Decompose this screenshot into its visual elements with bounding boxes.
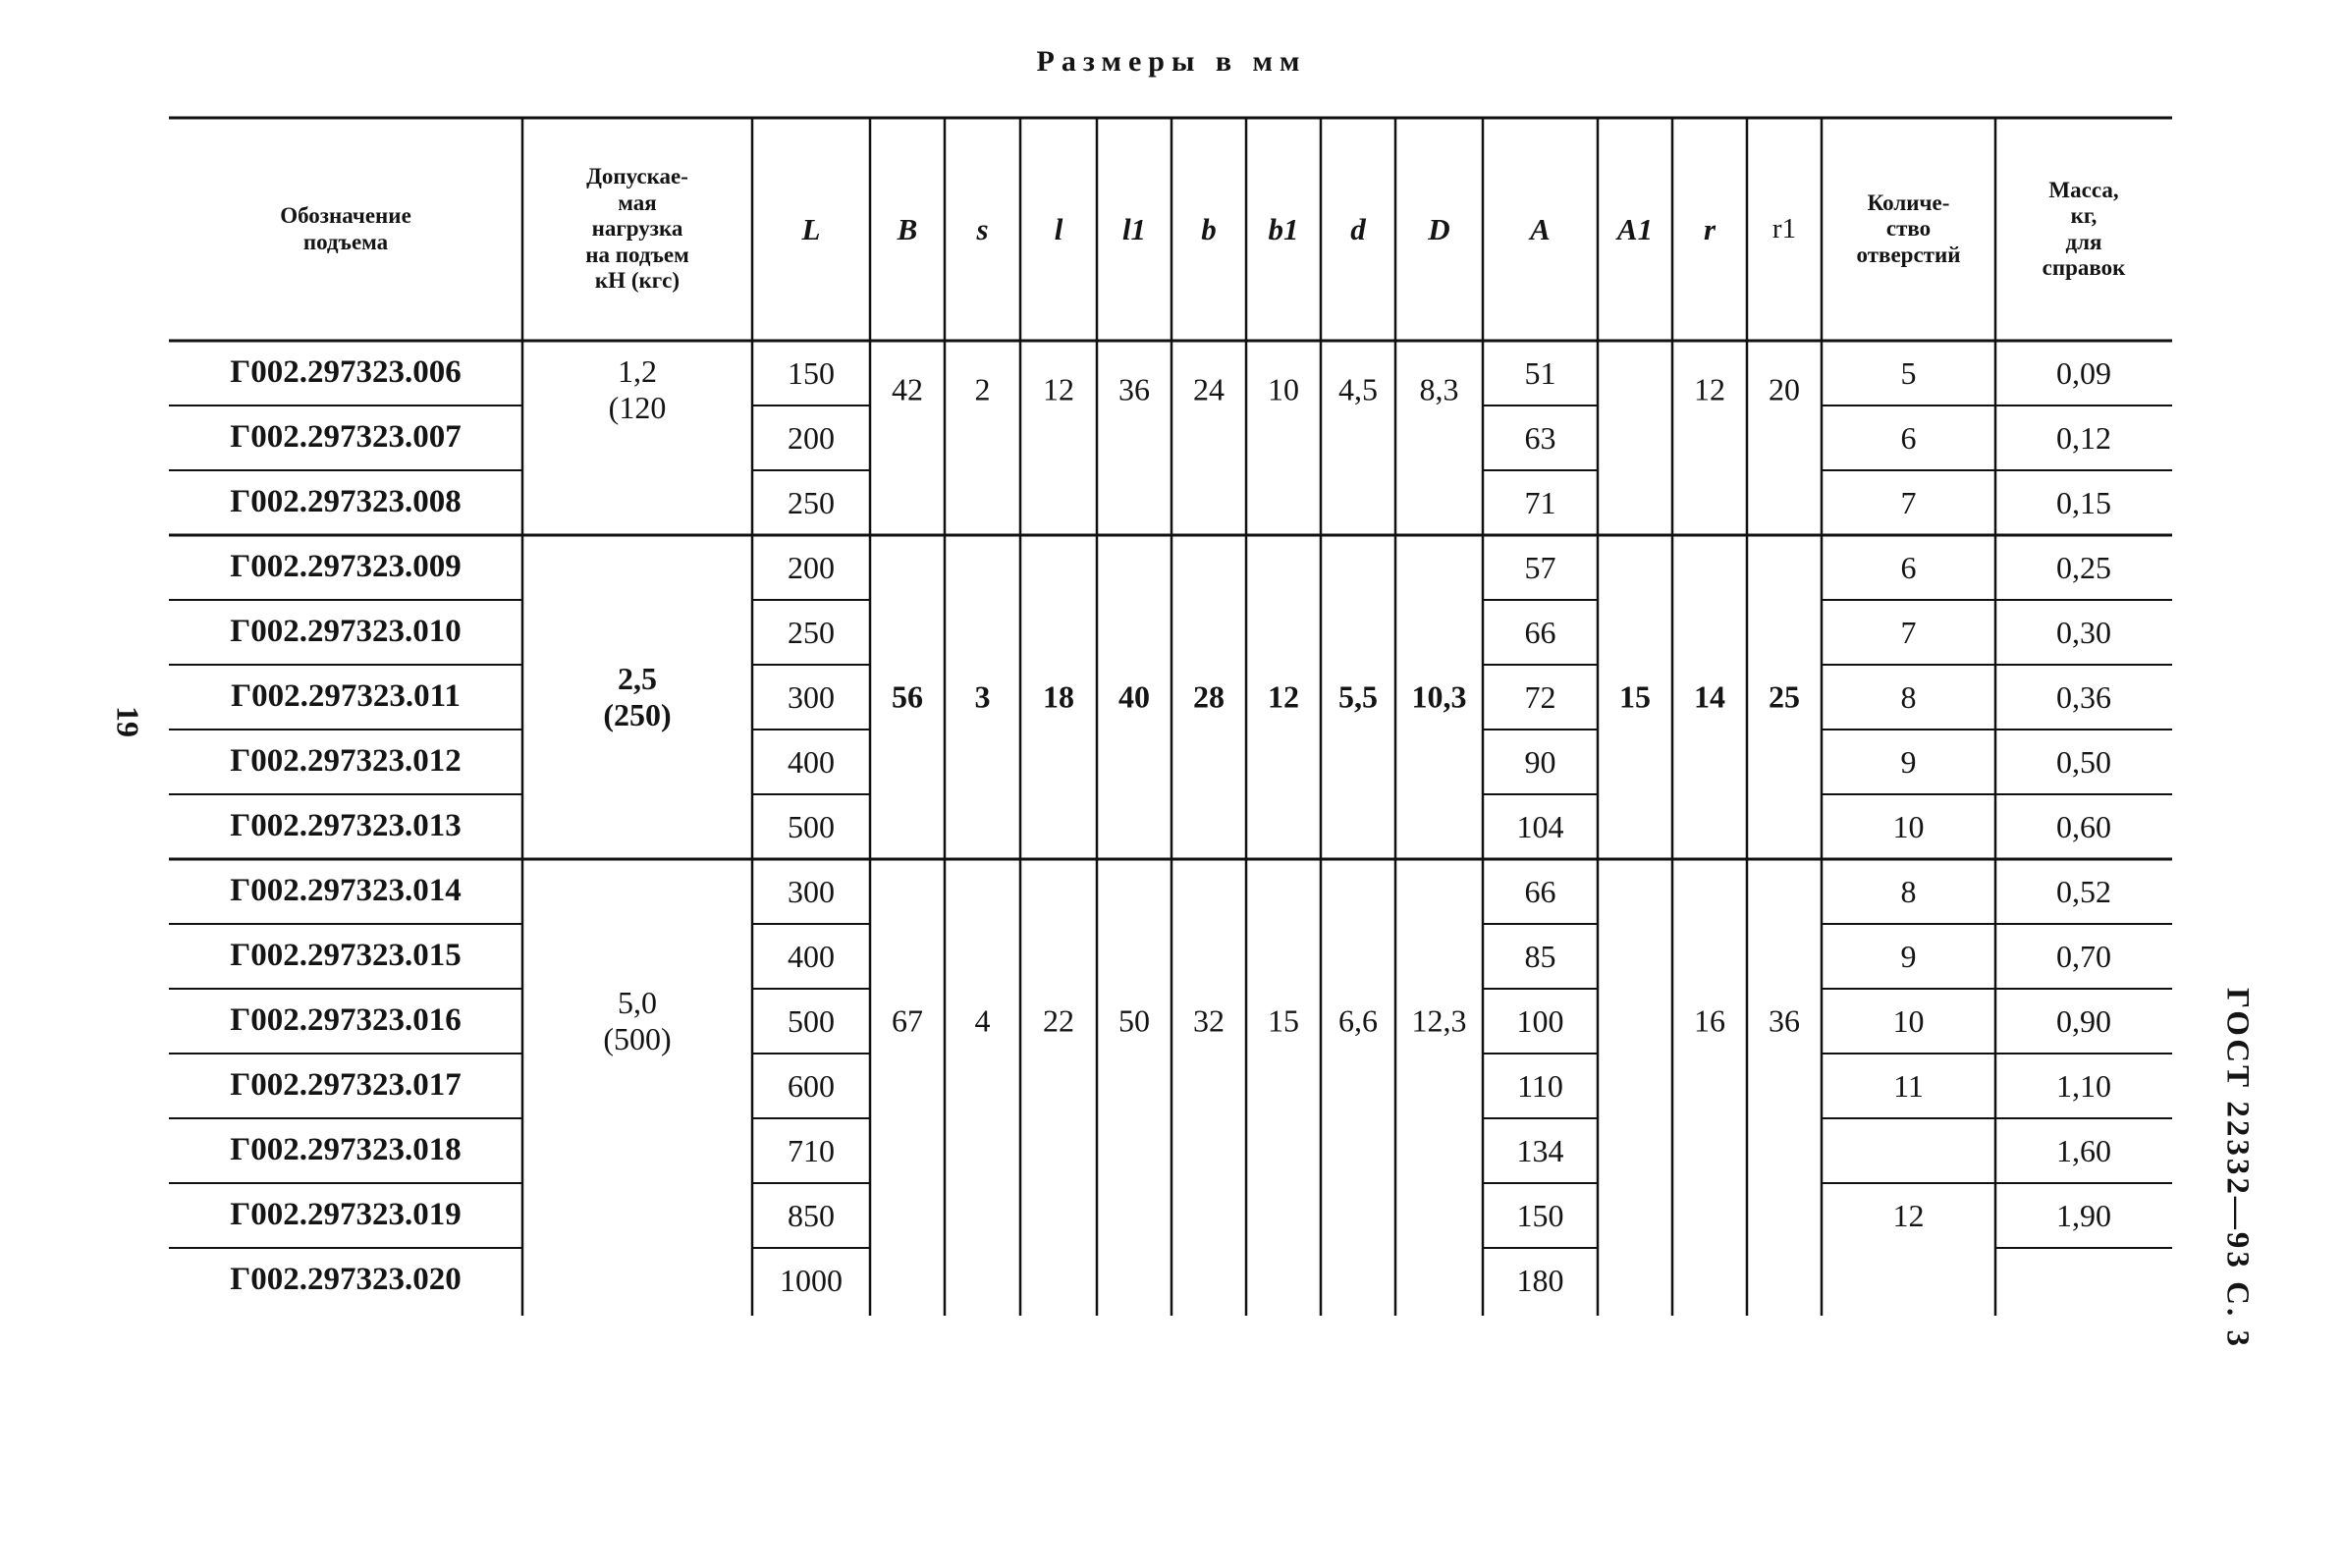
mass-cell: 0,50 [2056,743,2111,780]
l-length-cell: 150 [788,354,835,391]
designation-cell: Г002.297323.016 [230,1002,462,1039]
header-b: B [897,211,918,246]
a-cell: 72 [1524,678,1556,715]
holes-cell: 6 [1900,419,1917,456]
dim-d-value: 8,3 [1419,371,1459,407]
mass-cell: 0,70 [2056,938,2111,974]
l-length-cell: 200 [788,419,835,456]
header-mass-line: Масса, [2048,177,2119,202]
dim-r1-value: 20 [1769,371,1800,407]
a-cell: 51 [1524,354,1556,391]
mass-cell: 0,15 [2056,484,2111,520]
header-l1: l1 [1121,211,1147,246]
dim-l-value: 18 [1043,678,1074,715]
dim-r-value: 14 [1694,678,1725,715]
header-load [522,118,752,341]
a-cell: 104 [1516,808,1564,844]
a-cell: 63 [1524,419,1556,456]
header-load-line: мая [618,189,657,215]
l-length-cell: 600 [788,1067,835,1104]
l-length-cell: 300 [788,678,835,715]
header-holes-line: ство [1885,216,1932,242]
load-value-line: (500) [603,1021,672,1056]
header-d: d [1350,211,1366,246]
header-designation [169,118,522,341]
dim-d-value: 12,3 [1411,1002,1467,1039]
designation-cell: Г002.297323.020 [230,1262,462,1298]
load-value-line: (250) [603,697,672,732]
dim-l-value: 22 [1043,1002,1074,1039]
dim-s-value: 2 [974,371,991,407]
header-holes-line: Количе- [1867,189,1950,215]
holes-cell: 7 [1900,484,1917,520]
dim-s-value: 4 [974,1002,991,1039]
holes-cell: 9 [1900,743,1917,780]
a1-value: 15 [1619,678,1651,715]
header-load-line: Допускае- [586,164,688,189]
dim-b-value: 56 [892,678,923,715]
holes-cell: 10 [1892,1002,1925,1039]
header-b: b [1201,211,1217,246]
designation-cell: Г002.297323.010 [230,614,462,650]
l-length-cell: 400 [788,743,835,780]
dim-b-value: 28 [1193,678,1225,715]
l-length-cell: 300 [788,873,835,909]
dim-l1-value: 50 [1118,1002,1150,1039]
header-l: L [801,211,821,246]
header-designation-line: подъема [302,229,389,254]
dim-l-value: 12 [1043,371,1074,407]
dim-r-value: 12 [1694,371,1725,407]
load-value-line: (120 [608,390,667,425]
load-value [603,985,671,1057]
a-cell: 57 [1524,549,1556,585]
mass-cell [1995,1248,2172,1313]
dimensions-caption: Размеры в мм [1036,45,1307,78]
header-holes-line: отверстий [1856,242,1961,267]
holes-cell: 9 [1900,938,1917,974]
designation-cell: Г002.297323.018 [230,1132,462,1168]
header-designation-line: Обозначение [280,203,411,229]
designation-cell: Г002.297323.017 [230,1067,462,1104]
dim-d-value: 6,6 [1338,1002,1378,1039]
holes-cell: 10 [1892,808,1925,844]
load-value-line: 5,0 [618,985,657,1021]
a-cell: 180 [1516,1262,1564,1298]
holes-cell [1822,1118,1995,1183]
load-value [609,353,667,426]
a-cell: 100 [1516,1002,1564,1039]
designation-cell: Г002.297323.012 [230,743,462,780]
l-length-cell: 1000 [780,1262,843,1298]
a-cell: 150 [1516,1197,1564,1233]
a-cell: 110 [1517,1067,1563,1104]
a-cell: 134 [1516,1132,1564,1168]
dim-l1-value: 36 [1118,371,1150,407]
header-d: D [1428,211,1450,246]
header-r: r [1703,211,1716,246]
designation-cell: Г002.297323.009 [230,549,462,585]
a-cell: 66 [1524,614,1556,650]
mass-cell: 1,10 [2056,1067,2111,1104]
l-length-cell: 500 [788,808,835,844]
designation-cell: Г002.297323.014 [230,873,462,909]
header-b1: b1 [1268,211,1299,246]
load-value-line: 1,2 [618,353,657,390]
designation-cell: Г002.297323.019 [230,1197,462,1233]
dim-r1-value: 25 [1769,678,1800,715]
dim-r-value: 16 [1694,1002,1725,1039]
mass-cell: 0,36 [2056,678,2111,715]
mass-cell: 0,52 [2056,873,2111,909]
dim-b-value: 67 [892,1002,923,1039]
l-length-cell: 850 [788,1197,835,1233]
header-mass-line: справок [2042,254,2126,280]
header-load-line: кН (кгс) [594,268,681,294]
page-number: 19 [110,706,146,737]
dim-b-value: 42 [892,371,923,407]
header-a: A [1530,211,1551,246]
dim-r1-value: 36 [1769,1002,1800,1039]
mass-cell: 0,90 [2056,1002,2111,1039]
document-id: ГОСТ 22332—93 С. 3 [2219,988,2256,1349]
mass-cell: 0,09 [2056,354,2111,391]
mass-cell: 0,25 [2056,549,2111,585]
l-length-cell: 250 [788,614,835,650]
a-cell: 66 [1524,873,1556,909]
header-load-text [585,164,689,294]
designation-cell: Г002.297323.015 [230,938,462,974]
header-a1: A1 [1616,211,1654,246]
holes-cell: 11 [1893,1067,1924,1104]
a-cell: 85 [1524,938,1556,974]
header-load-line: нагрузка [591,216,683,242]
l-length-cell: 400 [788,938,835,974]
header-mass-line: для [2065,229,2102,254]
dim-s-value: 3 [974,678,991,715]
mass-cell: 0,60 [2056,808,2111,844]
header-r1: r1 [1771,212,1797,244]
dim-b-value: 24 [1193,371,1225,407]
header-s: s [976,211,989,246]
designation-cell: Г002.297323.011 [231,678,461,715]
header-mass [1995,118,2172,341]
header-holes-text [1857,190,1961,268]
dim-b1-value: 15 [1268,1002,1299,1039]
holes-cell: 8 [1900,873,1917,909]
l-length-cell: 710 [788,1132,835,1168]
dim-d-value: 5,5 [1338,678,1378,715]
a-cell: 71 [1524,484,1556,520]
header-designation-text [280,203,411,255]
header-mass-text [2043,178,2126,282]
designation-cell: Г002.297323.007 [230,419,462,456]
dim-d-value: 4,5 [1338,371,1378,407]
designation-cell: Г002.297323.006 [230,354,462,391]
designation-cell: Г002.297323.008 [230,484,462,520]
dim-b-value: 32 [1193,1002,1225,1039]
load-value [603,661,671,733]
holes-cell: 7 [1900,614,1917,650]
holes-cell: 12 [1892,1197,1925,1233]
l-length-cell: 500 [788,1002,835,1039]
dim-d-value: 10,3 [1411,678,1467,715]
dim-b1-value: 12 [1268,678,1299,715]
mass-cell: 0,12 [2056,419,2111,456]
holes-cell: 8 [1900,678,1917,715]
dim-b1-value: 10 [1268,371,1299,407]
mass-cell: 1,60 [2056,1132,2111,1168]
header-mass-line: кг, [2070,203,2098,229]
a-cell: 90 [1524,743,1556,780]
holes-cell: 6 [1900,549,1917,585]
header-l: l [1054,211,1063,246]
dim-l1-value: 40 [1118,678,1150,715]
mass-cell: 1,90 [2056,1197,2111,1233]
holes-cell: 5 [1900,354,1917,391]
header-load-line: на подъем [585,242,689,267]
holes-cell [1822,1248,1995,1313]
load-value-line: 2,5 [618,661,657,697]
l-length-cell: 250 [788,484,835,520]
mass-cell: 0,30 [2056,614,2111,650]
header-holes [1822,118,1995,341]
designation-cell: Г002.297323.013 [230,808,462,844]
l-length-cell: 200 [788,549,835,585]
